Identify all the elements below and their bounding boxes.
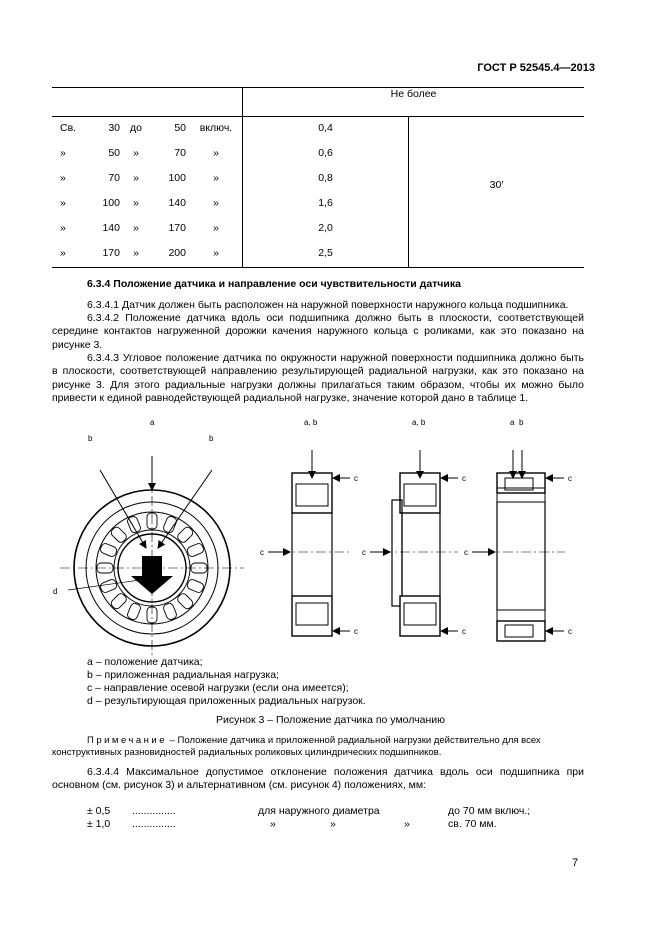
cell-incl: » bbox=[213, 172, 219, 184]
roller bbox=[162, 602, 177, 621]
cell-to: 170 bbox=[168, 222, 186, 234]
document-code: ГОСТ Р 52545.4—2013 bbox=[477, 62, 595, 74]
bearing-side-view-2 bbox=[370, 450, 458, 636]
label-c-1-bottom: c bbox=[354, 627, 358, 636]
cell-to_word: » bbox=[133, 197, 139, 209]
table-row bbox=[52, 197, 242, 217]
cell-value: 0,8 bbox=[318, 172, 333, 184]
paragraph-6341: 6.3.4.1 Датчик должен быть расположен на наружной поверхности наружного кольца подшипника. bbox=[87, 299, 569, 311]
tol-value-2: ± 1,0 bbox=[87, 818, 111, 830]
tol-value-1: ± 0,5 bbox=[87, 805, 111, 817]
label-c-3-bottom: c bbox=[568, 627, 572, 636]
cell-value: 1,6 bbox=[318, 197, 333, 209]
table-row bbox=[52, 247, 242, 267]
tolerance-table bbox=[52, 87, 584, 268]
value-column bbox=[243, 117, 409, 268]
cell-value: 0,6 bbox=[318, 147, 333, 159]
bearing-side-view-1 bbox=[268, 450, 350, 668]
legend-a: a – положение датчика; bbox=[87, 656, 203, 668]
roller bbox=[99, 542, 118, 557]
label-c-1-top: c bbox=[354, 474, 358, 483]
tol-dots-1: ............... bbox=[132, 805, 176, 817]
label-b-right: b bbox=[209, 434, 214, 443]
paragraph-6342: 6.3.4.2 Положение датчика вдоль оси подшипника должно быть в плоскости, соответствующей середине контактов нагруженной дорожки качения наружного кольца с роликами, как это показано на рисунке 3. bbox=[52, 312, 584, 351]
cell-from: 170 bbox=[102, 247, 120, 259]
legend-c: c – направление осевой нагрузки (если она имеется); bbox=[87, 682, 349, 694]
table-row bbox=[52, 172, 242, 192]
figure-note: Примечание – Положение датчика и приложенной радиальной нагрузки действительно для всех конструктивных разновидностей радиальных роликовых цилиндрических подшипников. bbox=[52, 735, 541, 758]
page-number: 7 bbox=[572, 857, 579, 869]
tol-limit-1: до 70 мм включ.; bbox=[448, 805, 531, 817]
label-ab-1: a, b bbox=[304, 418, 318, 427]
angle-cell bbox=[409, 117, 585, 268]
label-ab-2: a, b bbox=[412, 418, 426, 427]
label-c-2-left: c bbox=[362, 548, 366, 557]
roller bbox=[186, 542, 205, 557]
table-row bbox=[52, 147, 242, 167]
cell-prefix: » bbox=[60, 147, 66, 159]
label-a: a bbox=[150, 418, 155, 427]
cell-to_word: до bbox=[130, 122, 142, 134]
cell-to_word: » bbox=[133, 147, 139, 159]
label-c-2-top: c bbox=[462, 474, 466, 483]
label-c-2-bottom: c bbox=[462, 627, 466, 636]
cell-incl: » bbox=[213, 247, 219, 259]
empty-header-cell bbox=[52, 88, 243, 117]
cell-prefix: » bbox=[60, 222, 66, 234]
cell-incl: включ. bbox=[199, 122, 233, 134]
range-column bbox=[52, 117, 243, 268]
label-c-3-left: c bbox=[464, 548, 468, 557]
table-header: Не более bbox=[243, 88, 585, 117]
bearing-front-view bbox=[60, 456, 244, 658]
tol-desc-2c: » bbox=[404, 818, 410, 830]
cell-from: 50 bbox=[108, 147, 120, 159]
angle-value: 30′ bbox=[489, 179, 504, 191]
cell-value: 2,5 bbox=[318, 247, 333, 259]
tol-desc-2b: » bbox=[330, 818, 336, 830]
tol-desc-1: для наружного диаметра bbox=[258, 805, 380, 817]
legend-b: b – приложенная радиальная нагрузка; bbox=[87, 669, 279, 681]
cell-prefix: » bbox=[60, 172, 66, 184]
legend-d: d – результирующая приложенных радиальных нагрузок. bbox=[87, 695, 366, 707]
cell-prefix: Св. bbox=[60, 122, 77, 134]
cell-from: 140 bbox=[102, 222, 120, 234]
cell-from: 100 bbox=[102, 197, 120, 209]
roller bbox=[126, 602, 141, 621]
figure-caption: Рисунок 3 – Положение датчика по умолчанию bbox=[215, 714, 446, 726]
cell-value: 2,0 bbox=[318, 222, 333, 234]
cell-to: 100 bbox=[168, 172, 186, 184]
label-b-3: b bbox=[519, 418, 524, 427]
cell-to: 200 bbox=[168, 247, 186, 259]
figure-3-diagram bbox=[40, 418, 600, 670]
cell-incl: » bbox=[213, 147, 219, 159]
table-row bbox=[52, 222, 242, 242]
paragraph-6343: 6.3.4.3 Угловое положение датчика по окружности наружной поверхности подшипника должно быть в плоскости, соответствующей направлению результирующей радиальной нагрузки, как это показано на рисунке 3. Для этого радиальные нагрузки должны прилагаться таким образом, чтобы их можно было привести к единой равнодействующей радиальной нагрузке, значение которой дано в таблице 1. bbox=[52, 352, 584, 405]
cell-to_word: » bbox=[133, 247, 139, 259]
section-title: 6.3.4 Положение датчика и направление оси чувствительности датчика bbox=[87, 278, 461, 290]
label-c-3-top: c bbox=[568, 474, 572, 483]
tol-desc-2a: » bbox=[270, 818, 276, 830]
tol-limit-2: св. 70 мм. bbox=[448, 818, 497, 830]
bearing-side-view-3 bbox=[472, 450, 565, 641]
cell-to_word: » bbox=[133, 222, 139, 234]
label-c-1-left: c bbox=[260, 548, 264, 557]
cell-incl: » bbox=[213, 222, 219, 234]
roller bbox=[186, 578, 205, 593]
cell-from: 70 bbox=[108, 172, 120, 184]
roller bbox=[99, 578, 118, 593]
cell-prefix: » bbox=[60, 197, 66, 209]
cell-to: 50 bbox=[174, 122, 186, 134]
cell-prefix: » bbox=[60, 247, 66, 259]
paragraph-6344: 6.3.4.4 Максимальное допустимое отклонение положения датчика вдоль оси подшипника при основном (см. рисунок 3) и альтернативном (см. рисунок 4) положениях, мм: bbox=[52, 766, 584, 792]
label-b-left: b bbox=[88, 434, 93, 443]
label-a-3: a bbox=[510, 418, 515, 427]
cell-value: 0,4 bbox=[318, 122, 333, 134]
cell-to: 140 bbox=[168, 197, 186, 209]
table-row bbox=[52, 122, 242, 142]
cell-to_word: » bbox=[133, 172, 139, 184]
tol-dots-2: ............... bbox=[132, 818, 176, 830]
cell-incl: » bbox=[213, 197, 219, 209]
label-d: d bbox=[53, 587, 58, 596]
cell-to: 70 bbox=[174, 147, 186, 159]
cell-from: 30 bbox=[108, 122, 120, 134]
